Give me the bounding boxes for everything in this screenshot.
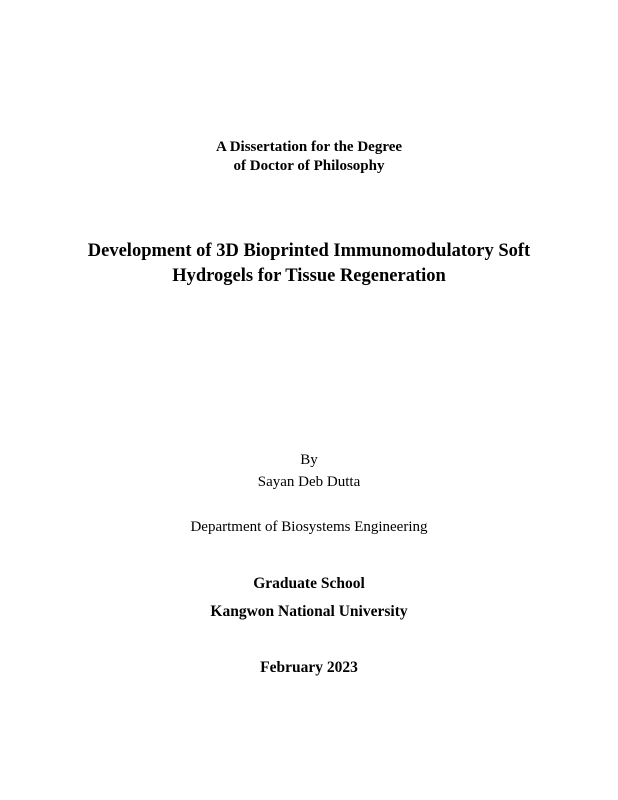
university-name: Kangwon National University [210, 603, 408, 620]
department-name: Department of Biosystems Engineering [190, 519, 428, 535]
graduate-school: Graduate School [253, 575, 365, 592]
dissertation-title-line-2: Hydrogels for Tissue Regeneration [172, 266, 446, 286]
by-label: By [300, 452, 318, 468]
submission-date: February 2023 [260, 659, 358, 676]
dissertation-title-line-1: Development of 3D Bioprinted Immunomodulatory Soft [87, 241, 531, 261]
author-name: Sayan Deb Dutta [257, 474, 361, 490]
degree-statement-line-1: A Dissertation for the Degree [215, 139, 403, 155]
degree-statement-line-2: of Doctor of Philosophy [233, 158, 385, 174]
